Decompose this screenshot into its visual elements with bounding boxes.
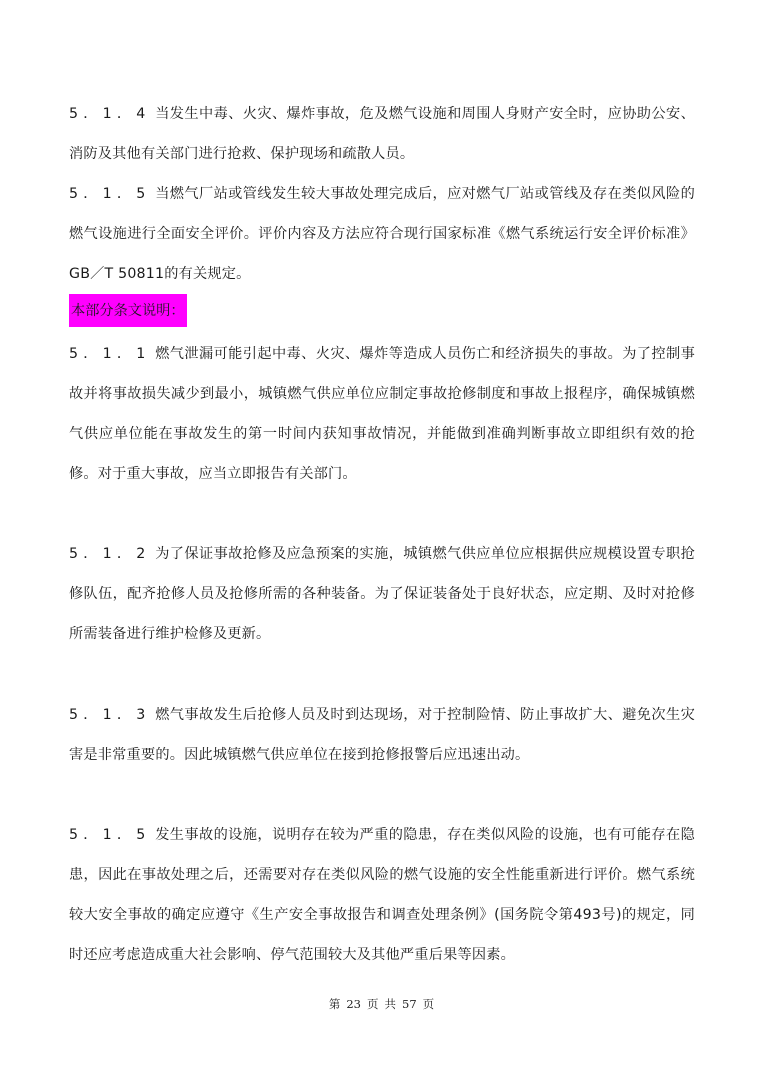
footer-label-total-unit: 页 <box>422 997 435 1011</box>
explanation-5-1-2 <box>69 534 695 654</box>
footer-label-total: 共 <box>384 997 396 1011</box>
clause-text: 当燃气厂站或管线发生较大事故处理完成后，应对燃气厂站或管线及存在类似风险的燃气设施进行全面安全评价。评价内容及方法应符合现行国家标准《燃气系统运行安全评价标准》GB／T 50811的有关规定。 <box>69 186 695 282</box>
footer-current-page: 23 <box>346 997 361 1011</box>
explanation-heading-text: 本部分条文说明： <box>71 302 185 319</box>
explanation-5-1-5 <box>69 815 695 975</box>
footer-total-pages: 57 <box>402 997 417 1011</box>
clause-number: 5．1．5 <box>69 186 151 202</box>
clause-5-1-4 <box>69 94 695 174</box>
explanation-heading <box>69 294 187 327</box>
clause-5-1-5 <box>69 174 695 294</box>
page-footer <box>0 996 763 1012</box>
explanation-5-1-3 <box>69 695 695 775</box>
explanation-text: 燃气泄漏可能引起中毒、火灾、爆炸等造成人员伤亡和经济损失的事故。为了控制事故并将事故损失减少到最小，城镇燃气供应单位应制定事故抢修制度和事故上报程序，确保城镇燃气供应单位能在事故发生的第一时间内获知事故情况，并能做到准确判断事故立即组织有效的抢修。对于重大事故，应当立即报告有关部门。 <box>69 346 695 482</box>
explanation-5-1-1 <box>69 334 695 494</box>
explanation-text: 燃气事故发生后抢修人员及时到达现场，对于控制险情、防止事故扩大、避免次生灾害是非常重要的。因此城镇燃气供应单位在接到抢修报警后应迅速出动。 <box>69 707 695 763</box>
footer-label-page: 第 <box>328 997 341 1011</box>
clause-text: 当发生中毒、火灾、爆炸事故，危及燃气设施和周围人身财产安全时，应协助公安、消防及其他有关部门进行抢救、保护现场和疏散人员。 <box>69 106 695 162</box>
clause-number: 5．1．2 <box>69 546 151 562</box>
explanation-text: 为了保证事故抢修及应急预案的实施，城镇燃气供应单位应根据供应规模设置专职抢修队伍，配齐抢修人员及抢修所需的各种装备。为了保证装备处于良好状态，应定期、及时对抢修所需装备进行维护检修及更新。 <box>69 546 695 642</box>
footer-label-page-unit: 页 <box>367 997 379 1011</box>
clause-number: 5．1．1 <box>69 346 151 362</box>
clause-number: 5．1．5 <box>69 827 151 843</box>
clause-number: 5．1．3 <box>69 707 151 723</box>
clause-number: 5．1．4 <box>69 106 151 122</box>
explanation-text: 发生事故的设施，说明存在较为严重的隐患，存在类似风险的设施，也有可能存在隐患，因此在事故处理之后，还需要对存在类似风险的燃气设施的安全性能重新进行评价。燃气系统较大安全事故的确定应遵守《生产安全事故报告和调查处理条例》(国务院令第493号)的规定，同时还应考虑造成重大社会影响、停气范围较大及其他严重后果等因素。 <box>69 827 695 963</box>
